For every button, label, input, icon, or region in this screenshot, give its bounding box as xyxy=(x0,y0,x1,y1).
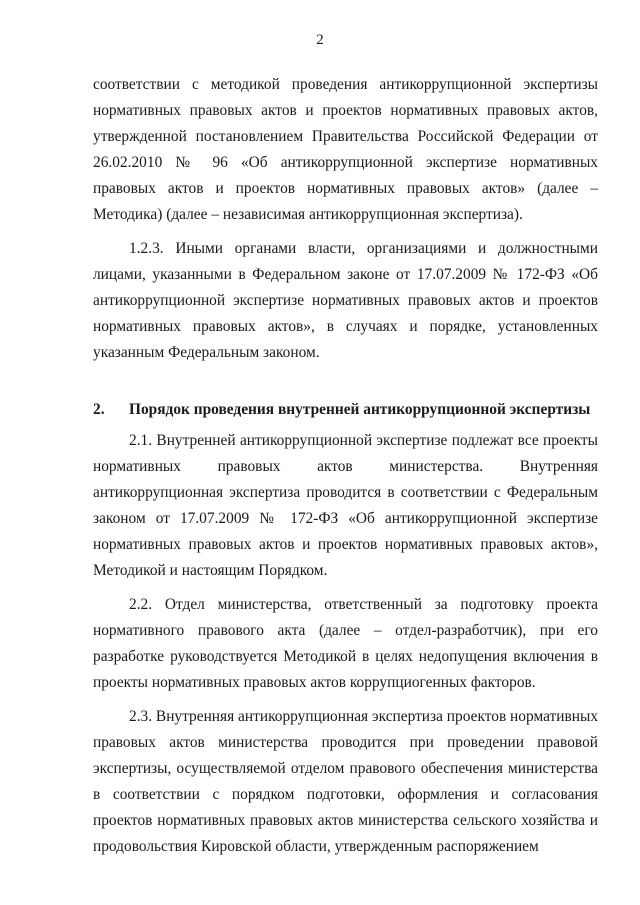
paragraph-2-3: 2.3. Внутренняя антикоррупционная экспертиза проектов нормативных правовых актов министерства проводится при проведении правовой экспертизы, осуществляемой отделом правового обеспечения министерства в соответствии с порядком подготовки, оформления и согласования проектов нормативных правовых актов министерства сельского хозяйства и продовольствия Кировской области, утвержденным распоряжением xyxy=(93,708,599,855)
paragraph-continuation: соответствии с методикой проведения антикоррупционной экспертизы нормативных правовых актов и проектов нормативных правовых актов, утвержденной постановлением Правительства Российской Федерации от 26.02.2010 № 96 «Об антикоррупционной экспертизе нормативных правовых актов и проектов нормативных правовых актов» (далее – Методика) (далее – независимая антикоррупционная экспертиза). xyxy=(93,76,598,223)
paragraph-2-1: 2.1. Внутренней антикоррупционной экспертизе подлежат все проекты нормативных правовых актов министерства. Внутренняя антикоррупционная экспертиза проводится в соответствии с Федеральным законом от 17.07.2009 № 172-ФЗ «Об антикоррупционной экспертизе нормативных правовых актов и проектов нормативных правовых актов», Методикой и настоящим Порядком. xyxy=(93,432,598,579)
section-number: 2. xyxy=(93,401,105,418)
page-number: 2 xyxy=(316,32,324,48)
section-heading xyxy=(93,400,598,420)
paragraph-2-2: 2.2. Отдел министерства, ответственный за подготовку проекта нормативного правового акта (далее – отдел-разработчик), при его разработке руководствуется Методикой в целях недопущения включения в проекты нормативных правовых актов коррупциогенных факторов. xyxy=(93,596,598,691)
section-title: Порядок проведения внутренней антикоррупционной экспертизы xyxy=(129,401,591,418)
document-body xyxy=(93,72,598,860)
paragraph-1-2-3: 1.2.3. Иными органами власти, организациями и должностными лицами, указанными в Федеральном законе от 17.07.2009 № 172-ФЗ «Об антикоррупционной экспертизе нормативных правовых актов и проектов нормативных правовых актов», в случаях и порядке, установленных указанным Федеральным законом. xyxy=(93,240,598,361)
